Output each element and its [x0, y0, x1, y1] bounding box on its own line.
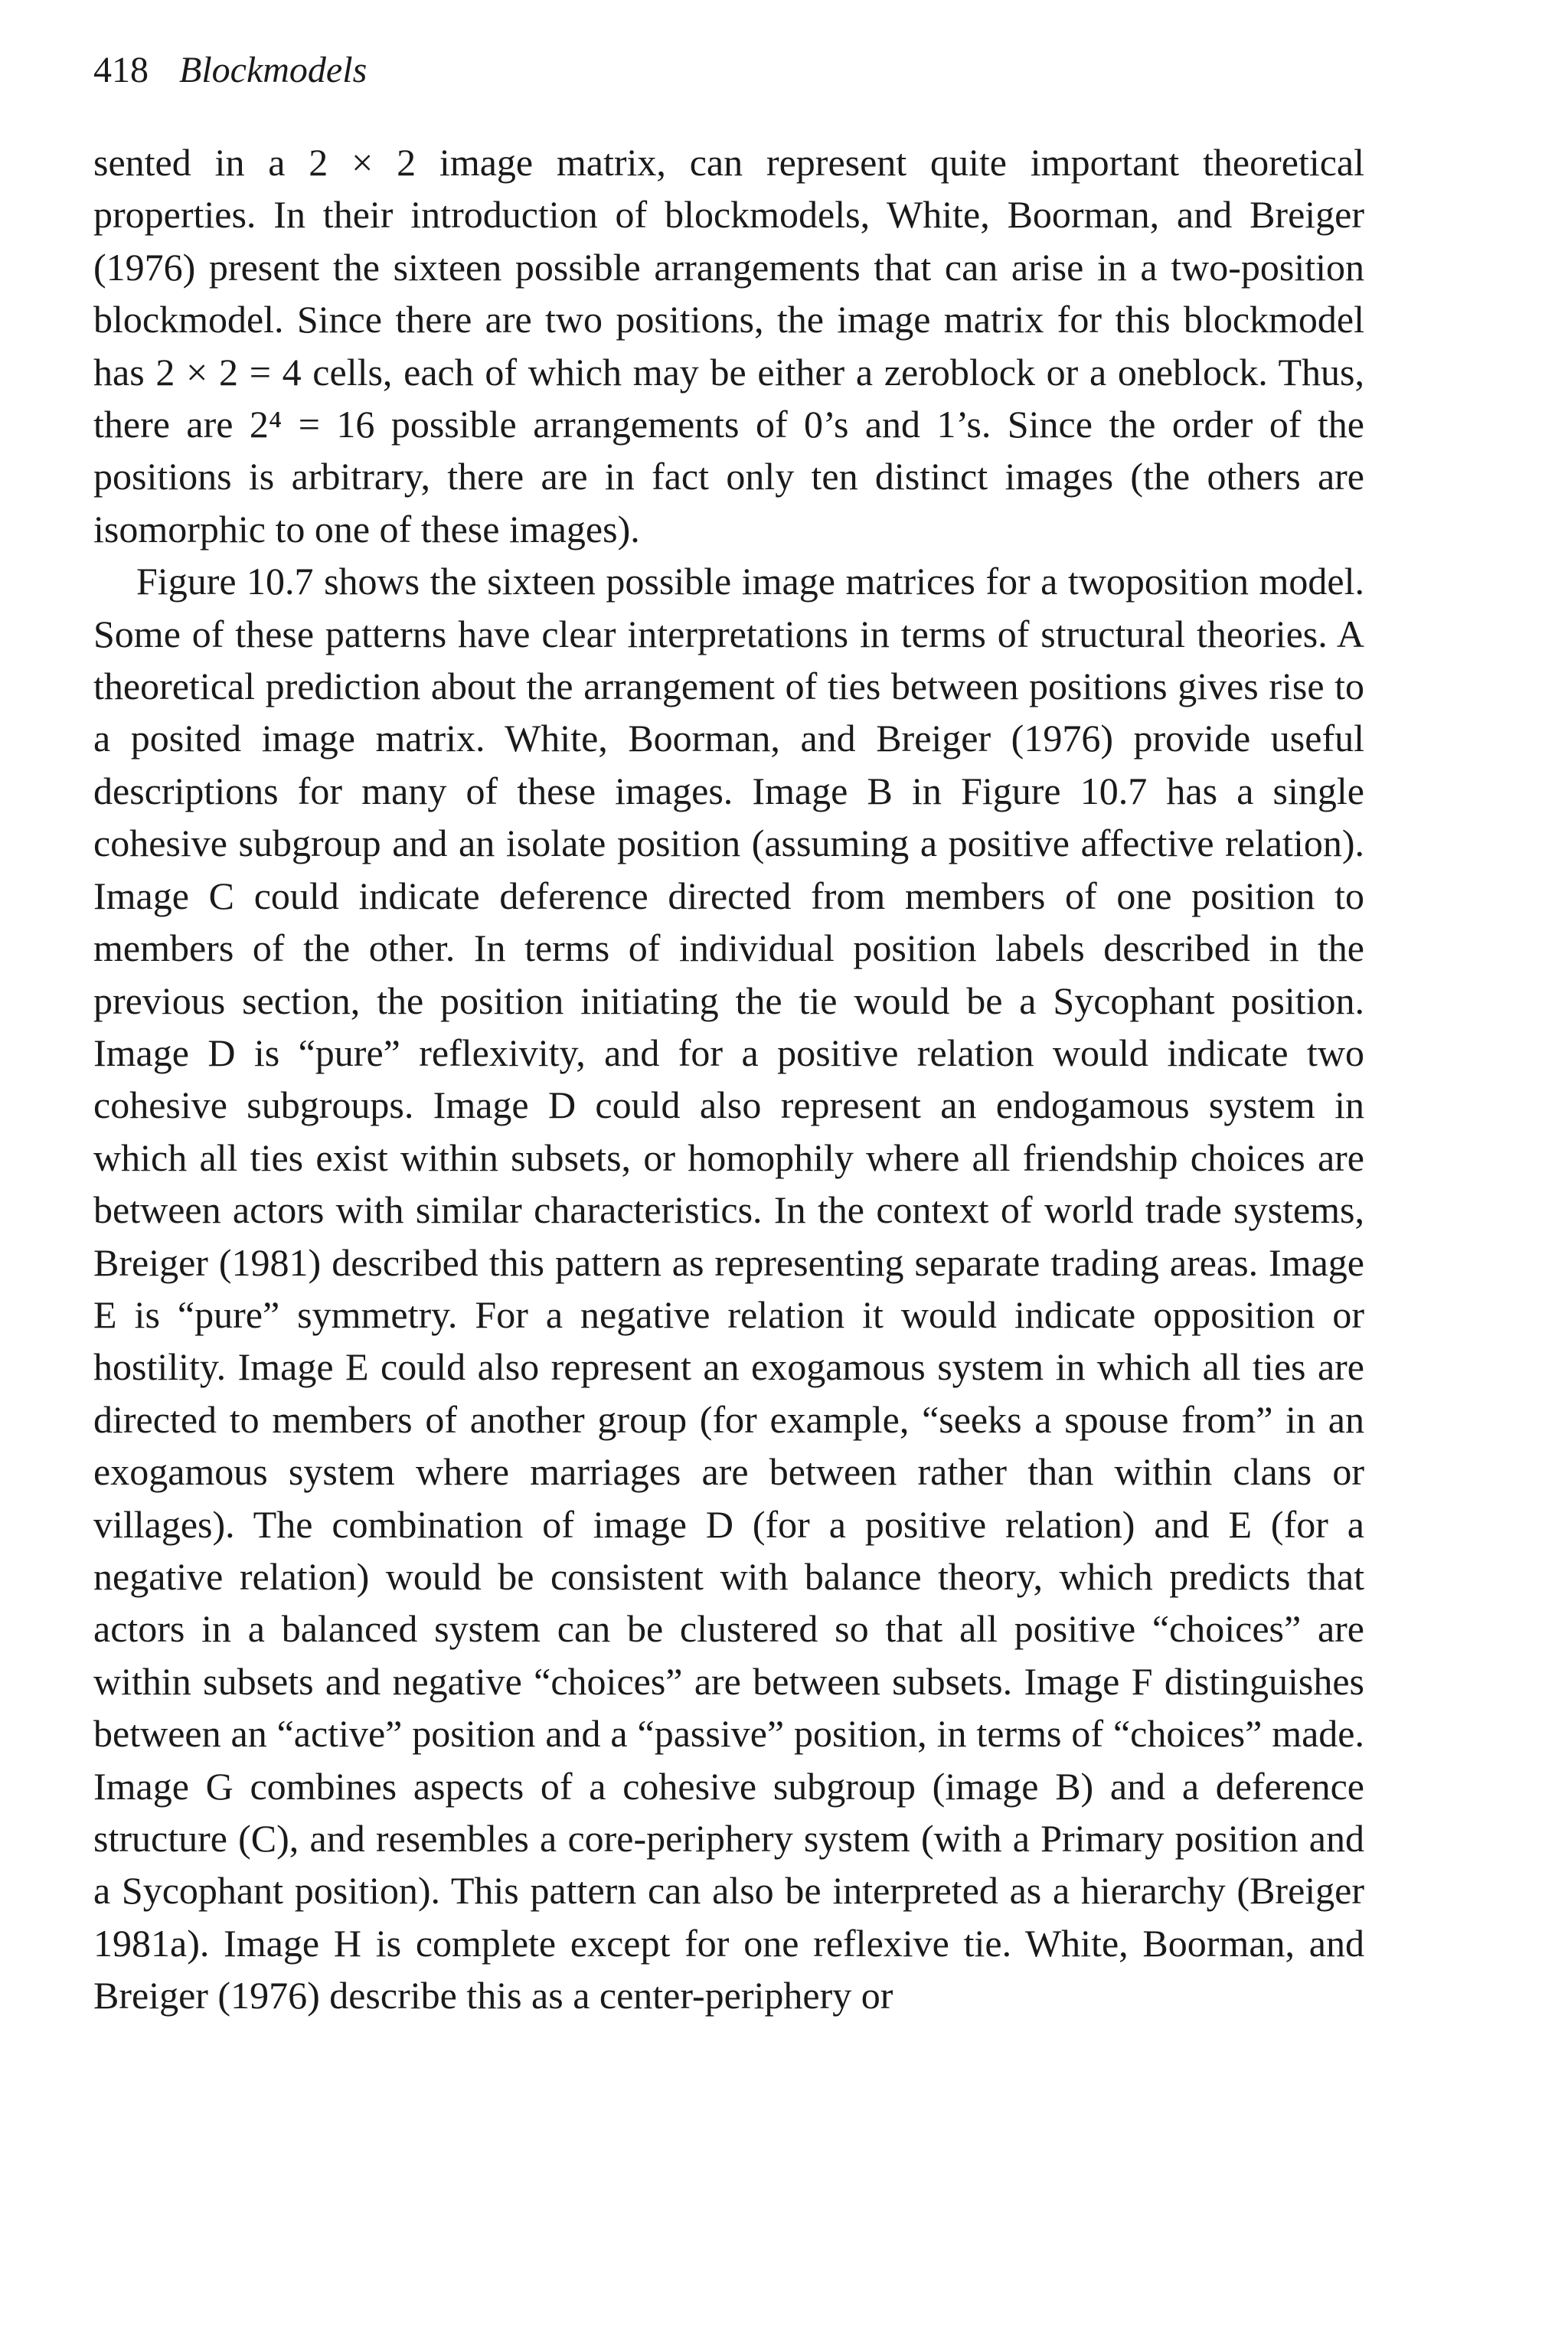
running-head	[93, 49, 1364, 92]
book-page	[93, 49, 1364, 2022]
running-title: Blockmodels	[179, 50, 368, 90]
page-number: 418	[93, 50, 149, 90]
paragraph-figure-10-7: Figure 10.7 shows the sixteen possible image matrices for a twoposition model. Some of these patterns have clear interpretations in terms of structural theories. A theoretical prediction about the arrangement of ties between positions gives rise to a posited image matrix. White, Boorman, and Breiger (1976) provide useful descriptions for many of these images. Image B in Figure 10.7 has a single cohesive subgroup and an isolate position (assuming a positive affective relation). Image C could indicate deference directed from members of one position to members of the other. In terms of individual position labels described in the previous section, the position initiating the tie would be a Sycophant position. Image D is “pure” reflexivity, and for a positive relation would indicate two cohesive subgroups. Image D could also represent an endogamous system in which all ties exist within subsets, or homophily where all friendship choices are between actors with similar characteristics. In the context of world trade systems, Breiger (1981) described this pattern as representing separate trading areas. Image E is “pure” symmetry. For a negative relation it would indicate opposition or hostility. Image E could also represent an exogamous system in which all ties are directed to members of another group (for example, “seeks a spouse from” in an exogamous system where marriages are between rather than within clans or villages). The combination of image D (for a positive relation) and E (for a negative relation) would be consistent with balance theory, which predicts that actors in a balanced system can be clustered so that all positive “choices” are within subsets and negative “choices” are between subsets. Image F distinguishes between an “active” position and a “passive” position, in terms of “choices” made. Image G combines aspects of a cohesive subgroup (image B) and a deference structure (C), and resembles a core-periphery system (with a Primary position and a Sycophant position). This pattern can also be interpreted as a hierarchy (Breiger 1981a). Image H is complete except for one reflexive tie. White, Boorman, and Breiger (1976) describe this as a center-periphery or	[93, 560, 1364, 2017]
body-text	[93, 136, 1364, 2022]
paragraph-continued: sented in a 2 × 2 image matrix, can represent quite important theoretical properties. In their introduction of blockmodels, White, Boorman, and Breiger (1976) present the sixteen possible arrangements that can arise in a two-position blockmodel. Since there are two positions, the image matrix for this blockmodel has 2 × 2 = 4 cells, each of which may be either a zeroblock or a oneblock. Thus, there are 2⁴ = 16 possible arrangements of 0’s and 1’s. Since the order of the positions is arbitrary, there are in fact only ten distinct images (the others are isomorphic to one of these images).	[93, 141, 1364, 551]
